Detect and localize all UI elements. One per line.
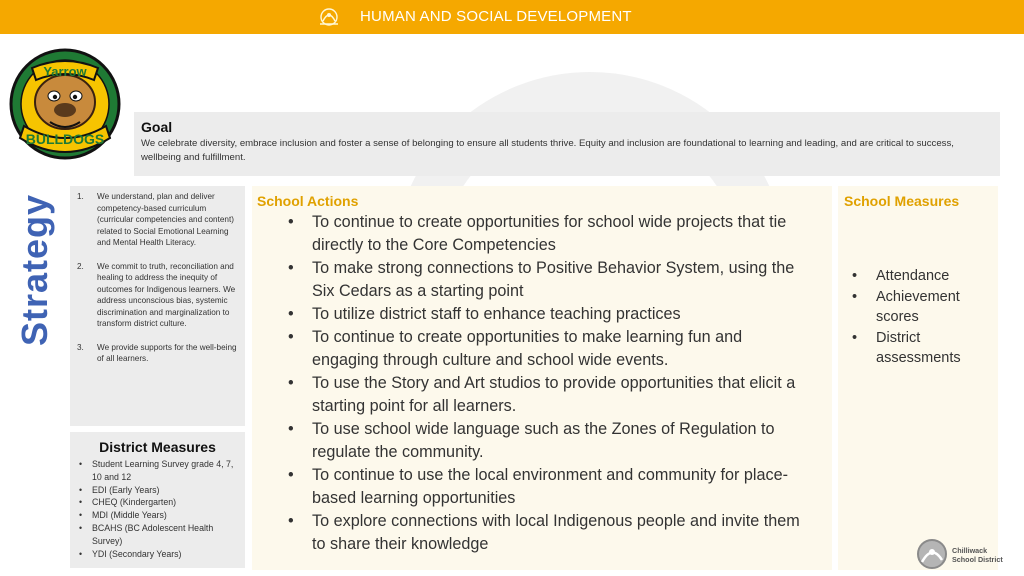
school-actions-panel	[252, 186, 832, 570]
goal-text: We celebrate diversity, embrace inclusion and foster a sense of belonging to ensure all students thrive. Equity and inclusion are foundational to learning and leading, and are critical to success, wellbeing and fulfillment.	[141, 138, 954, 163]
school-measure-item: • Achievement scores	[852, 287, 992, 328]
district-name: Chilliwack School District	[952, 546, 1003, 564]
header-title: HUMAN AND SOCIAL DEVELOPMENT	[360, 8, 632, 25]
school-action-item: • To explore connections with local Indigenous people and invite them to share their knowledge	[288, 510, 808, 556]
school-action-item: • To continue to create opportunities for school wide projects that tie directly to the Core Competencies	[288, 211, 808, 257]
school-action-item: • To continue to use the local environment and community for place-based learning opportunities	[288, 464, 808, 510]
school-logo	[2, 38, 128, 160]
school-measures-list	[852, 266, 992, 369]
district-measures-title: District Measures	[99, 439, 216, 455]
school-action-item: • To make strong connections to Positive Behavior System, using the Six Cedars as a starting point	[288, 257, 808, 303]
school-action-item: • To use school wide language such as the Zones of Regulation to regulate the community.	[288, 418, 808, 464]
strategy-label-text: Strategy	[14, 193, 55, 347]
goal-title: Goal	[141, 119, 173, 135]
district-logo-icon	[916, 538, 948, 570]
school-measure-item: • Attendance	[852, 266, 992, 287]
school-action-item: • To use the Story and Art studios to provide opportunities that elicit a starting point for all learners.	[288, 372, 808, 418]
school-measures-title: School Measures	[844, 193, 960, 209]
commitment-item: 1. We understand, plan and deliver competency-based curriculum (curricular competencies and content) related to Social Emotional Learning and Mental Health Literacy.	[77, 192, 234, 247]
commitments-panel	[70, 186, 245, 426]
district-measure-item: • EDI (Early Years)	[76, 484, 241, 497]
district-measures-panel	[70, 432, 245, 568]
district-measure-item: • MDI (Middle Years)	[76, 509, 241, 522]
school-measures-panel	[838, 186, 998, 570]
school-action-item: • To continue to create opportunities to make learning fun and engaging through culture and school wide events.	[288, 326, 808, 372]
district-measure-item: • Student Learning Survey grade 4, 7, 10 and 12	[76, 458, 241, 484]
district-measure-item: • CHEQ (Kindergarten)	[76, 496, 241, 509]
district-measures-list	[76, 458, 241, 560]
school-measure-item: • District assessments	[852, 328, 992, 369]
school-action-item: • To utilize district staff to enhance teaching practices	[288, 303, 808, 326]
district-measure-item: • YDI (Secondary Years)	[76, 548, 241, 561]
school-actions-list	[288, 211, 808, 556]
symbol-icon	[316, 6, 342, 28]
commitment-item: 3. We provide supports for the well-being of all learners.	[77, 342, 237, 363]
logo-top-text: Yarrow	[43, 64, 87, 79]
strategy-label	[6, 190, 64, 350]
header-bar	[0, 0, 1024, 34]
logo-bottom-text: BULLDOGS	[25, 131, 105, 147]
district-measure-item: • BCAHS (BC Adolescent Health Survey)	[76, 522, 241, 548]
commitment-item: 2. We commit to truth, reconciliation and healing to address the inequity of outcomes for Indigenous learners. We address unconscious bias, systemic discrimination and marginalization to transform district culture.	[77, 261, 236, 328]
school-actions-title: School Actions	[257, 193, 359, 209]
goal-panel	[134, 112, 1000, 176]
commitments-list	[77, 191, 239, 377]
